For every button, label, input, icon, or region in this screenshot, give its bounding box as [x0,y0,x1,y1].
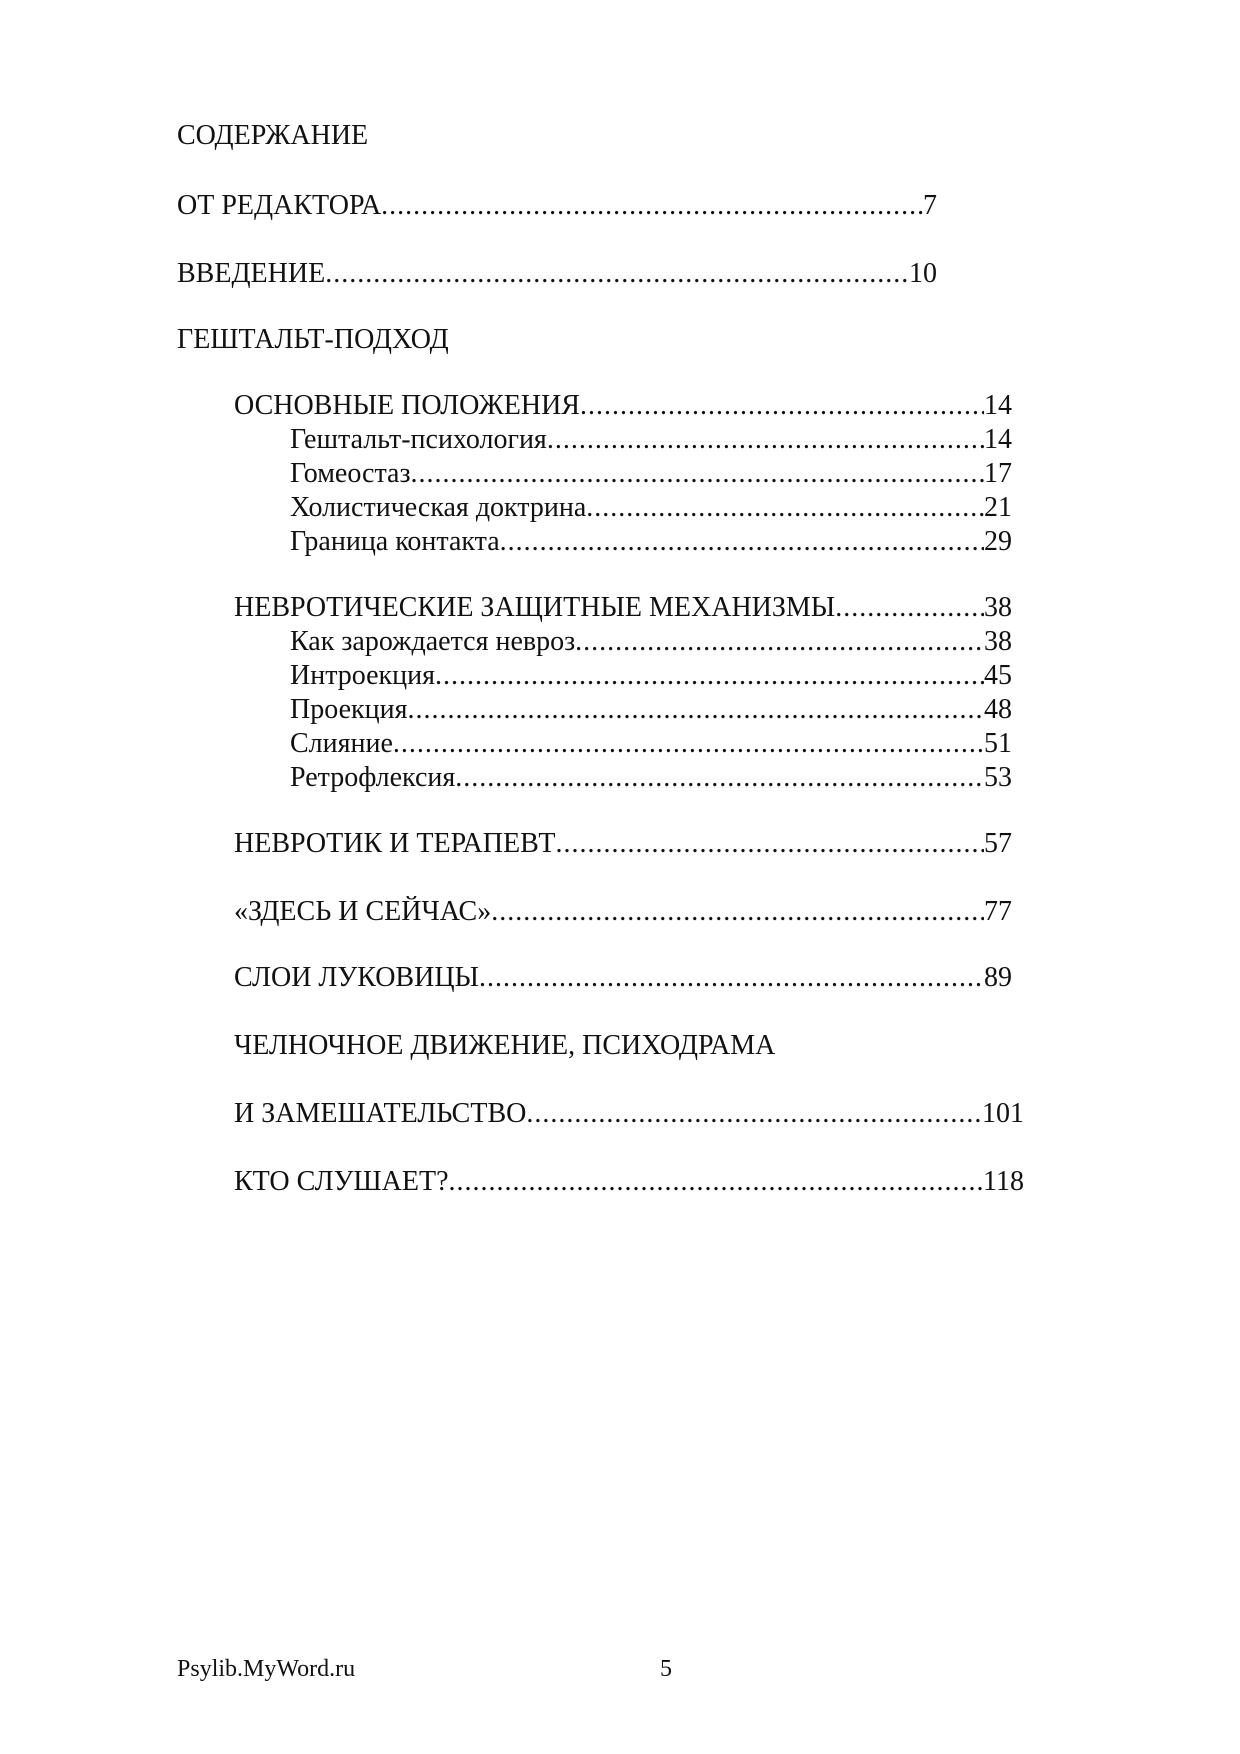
toc-entry-label: И ЗАМЕШАТЕЛЬСТВО [234,1098,527,1129]
toc-entry-page: 57 [984,828,1012,859]
toc-entry-page: 118 [983,1166,1024,1197]
toc-entry-label: СЛОИ ЛУКОВИЦЫ [234,962,479,993]
toc-entry-sloi-lukovitsy [234,962,1012,994]
toc-entry-label: ВВЕДЕНИЕ [177,258,326,289]
toc-entry-page: 38 [984,592,1012,623]
toc-entry-i-zameshatelstvo [234,1098,1024,1130]
toc-entry-label: НЕВРОТИЧЕСКИЕ ЗАЩИТНЫЕ МЕХАНИЗМЫ [234,592,836,623]
footer-page-number: 5 [660,1656,672,1682]
toc-entry-label: Холистическая доктрина [290,492,587,523]
dot-leader [586,492,984,524]
toc-entry-label: Интроекция [290,660,436,691]
toc-entry-label: КТО СЛУШАЕТ? [234,1166,449,1197]
dot-leader [500,526,984,558]
dot-leader [381,190,923,222]
dot-leader [455,762,984,794]
dot-leader [491,896,984,928]
toc-entry-kholisticheskaya-doktrina [290,492,1012,524]
toc-entry-label: ОСНОВНЫЕ ПОЛОЖЕНИЯ [234,390,580,421]
toc-entry-page: 21 [984,492,1012,523]
dot-leader [393,728,984,760]
toc-entry-retrofleksiya [290,762,1012,794]
toc-section-label: ГЕШТАЛЬТ-ПОДХОД [177,324,449,355]
toc-entry-geshtalt-psikhologiya [290,424,1012,456]
dot-leader [575,626,984,658]
toc-entry-page: 77 [984,896,1012,927]
toc-entry-osnovnye-polozheniya [234,390,1012,422]
toc-entry-page: 10 [909,258,937,289]
toc-entry-chelnochnoe-dvizhenie [234,1030,1012,1062]
toc-entry-label: Проекция [290,694,408,725]
dot-leader [325,258,909,290]
toc-entry-label: Граница контакта [290,526,500,557]
toc-entry-page: 29 [984,526,1012,557]
toc-entry-label: «ЗДЕСЬ И СЕЙЧАС» [234,896,492,927]
toc-entry-nevrotik-i-terapevt [234,828,1012,860]
dot-leader [479,962,984,994]
toc-entry-label: НЕВРОТИК И ТЕРАПЕВТ [234,828,556,859]
dot-leader [547,424,984,456]
toc-entry-page: 53 [984,762,1012,793]
toc-entry-label: ОТ РЕДАКТОРА [177,190,382,221]
toc-entry-vvedenie [177,258,937,290]
toc-entry-zdes-i-seichas [234,896,1012,928]
toc-entry-ot-redaktora [177,190,937,222]
toc-entry-proektsiya [290,694,1012,726]
dot-leader [411,458,984,490]
toc-entry-kto-slushaet [234,1166,1024,1198]
dot-leader [556,828,984,860]
toc-entry-page: 48 [984,694,1012,725]
toc-entry-introektsiya [290,660,1012,692]
toc-entry-label: Ретрофлексия [290,762,456,793]
toc-entry-page: 38 [984,626,1012,657]
toc-entry-granitsa-kontakta [290,526,1012,558]
toc-entry-page: 45 [984,660,1012,691]
dot-leader [580,390,984,422]
toc-entry-page: 14 [984,424,1012,455]
footer-site-name: Psylib.MyWord.ru [177,1656,356,1682]
dot-leader [526,1098,982,1130]
toc-entry-page: 17 [984,458,1012,489]
toc-entry-sliyanie [290,728,1012,760]
dot-leader [435,660,984,692]
toc-entry-page: 89 [984,962,1012,993]
toc-entry-page: 14 [984,390,1012,421]
toc-entry-nevroticheskie-mekhanizmy [234,592,1012,624]
toc-entry-page: 51 [984,728,1012,759]
dot-leader [449,1166,984,1198]
toc-entry-label: Гомеостаз [290,458,411,489]
toc-entry-label: Слияние [290,728,393,759]
toc-entry-label: Гештальт-психология [290,424,547,455]
dot-leader [835,592,984,624]
toc-entry-gomeostaz [290,458,1012,490]
toc-entry-page: 7 [923,190,937,221]
toc-entry-page: 101 [982,1098,1024,1129]
toc-entry-kak-zarozhdaetsya-nevroz [290,626,1012,658]
toc-entry-label: ЧЕЛНОЧНОЕ ДВИЖЕНИЕ, ПСИХОДРАМА [234,1030,776,1061]
toc-section-geshtalt-podkhod [177,324,777,356]
dot-leader [407,694,984,726]
toc-title: СОДЕРЖАНИЕ [177,120,369,151]
toc-entry-label: Как зарождается невроз [290,626,576,657]
